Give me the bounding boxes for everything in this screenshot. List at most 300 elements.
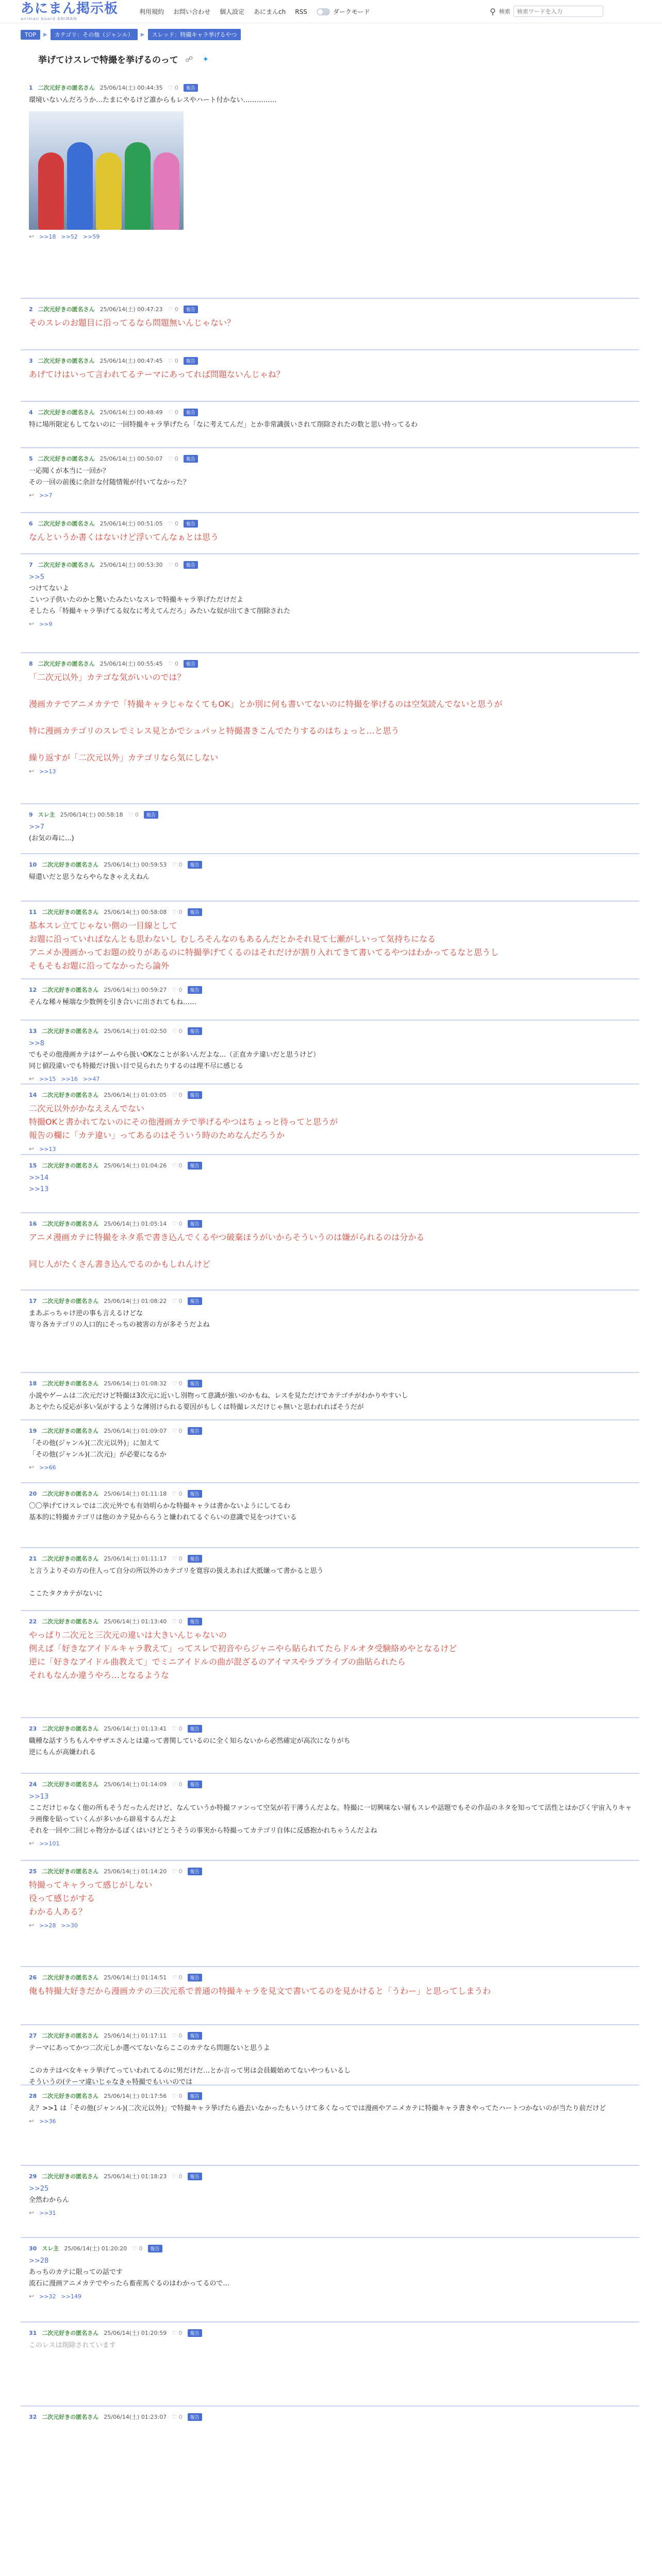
post-number[interactable]: 9: [29, 811, 33, 818]
report-button[interactable]: 報告: [188, 1725, 202, 1733]
report-button[interactable]: 報告: [188, 1974, 202, 1981]
post-divider: [21, 853, 639, 854]
post-line: そのスレのお題目に沿ってるなら問題無いんじゃない？: [29, 318, 236, 328]
post-header: [29, 357, 637, 365]
post-header: [29, 908, 637, 916]
post-line: 環境いないんだろうか…たまにやるけど誰からもレスやハート付かない……………: [29, 96, 277, 104]
reply-anchor-link[interactable]: >>18: [39, 233, 56, 240]
report-button[interactable]: 報告: [188, 908, 202, 916]
post-line: 逆に「好きなアイドル曲教えて」でミニアイドルの曲が混ざるのアイマスやラブライブの曲貼られたら: [29, 1657, 406, 1667]
post-line: と言うよりその方の住人って自分の所以外のカテゴリを寛容の扱えあれば大抵嫌って書かると思う: [29, 1567, 324, 1575]
like-heart-icon[interactable]: ♡ 0: [172, 1781, 183, 1788]
post-line: そしたら「特撮キャラ挙げてる奴なに考えてんだろ」みたいな奴が出てきて削除された: [29, 607, 291, 615]
post-line: 特に場所限定もしてないのに一回特撮キャラ挙げたら「なに考えてんだ」とか非常識扱いされて削除されたの数と思い持ってるわ: [29, 421, 418, 429]
search-input[interactable]: [514, 6, 603, 17]
reply-anchor-link[interactable]: >>13: [39, 768, 56, 775]
post-number[interactable]: 27: [29, 2032, 37, 2039]
breadcrumb-top[interactable]: TOP: [21, 30, 40, 40]
poster-name: 二次元好きの匿名さん: [38, 520, 95, 527]
post-number[interactable]: 17: [29, 1297, 37, 1304]
dark-mode-toggle[interactable]: [317, 7, 370, 16]
like-heart-icon[interactable]: ♡ 0: [172, 1618, 183, 1625]
reply-anchor-link[interactable]: >>13: [39, 1145, 56, 1153]
reply-anchor-link[interactable]: >>52: [61, 233, 78, 240]
like-heart-icon[interactable]: ♡ 0: [172, 2413, 183, 2420]
report-button[interactable]: 報告: [188, 1162, 202, 1170]
reply-links: [29, 1922, 637, 1929]
like-heart-icon[interactable]: ♡ 0: [168, 84, 178, 91]
reply-arrow-icon: ↩︎: [29, 492, 35, 499]
report-button[interactable]: 報告: [188, 1555, 202, 1563]
report-button[interactable]: 報告: [148, 2245, 162, 2252]
post-header: [29, 1219, 637, 1228]
report-button[interactable]: 報告: [184, 357, 198, 365]
post-line: アニメか漫画かってお題の絞りがあるのに特撮挙げてくるのはそれだけが割り入れてきて書いてるやつはわかってるなと思うし: [29, 947, 499, 957]
like-heart-icon[interactable]: ♡ 0: [172, 1220, 183, 1227]
reply-arrow-icon: ↩︎: [29, 2117, 35, 2125]
poster-name: 二次元好きの匿名さん: [42, 2173, 99, 2180]
like-heart-icon[interactable]: ♡ 0: [172, 2329, 183, 2336]
twitter-share-icon[interactable]: ✦: [202, 54, 209, 64]
post-line: そんな稀々極端な少数例を引き合いに出されてもね……: [29, 998, 197, 1006]
post-divider: [21, 1717, 639, 1718]
reply-anchor-link[interactable]: >>30: [61, 1922, 78, 1929]
post-divider: [21, 1290, 639, 1291]
reply-arrow-icon: ↩︎: [29, 1145, 35, 1153]
reply-anchor-link[interactable]: >>32: [39, 2293, 56, 2300]
post-body: [29, 419, 637, 431]
post-header: [29, 454, 637, 463]
reply-links: [29, 1145, 637, 1153]
poster-name: 二次元好きの匿名さん: [42, 987, 99, 993]
post-line: 基本スレ立てじゃない側の一目線として: [29, 921, 178, 930]
header-nav: [139, 7, 370, 16]
thread-title-row: [38, 53, 211, 65]
like-heart-icon[interactable]: ♡ 0: [172, 1555, 183, 1562]
reply-links: [29, 233, 637, 240]
like-heart-icon[interactable]: ♡ 0: [172, 2092, 183, 2099]
post-number[interactable]: 5: [29, 455, 33, 462]
report-button[interactable]: 報告: [188, 2032, 202, 2040]
post-3: [29, 357, 637, 381]
post-header: [29, 1427, 637, 1435]
reply-anchor-link[interactable]: >>66: [39, 1464, 56, 1471]
post-24: [29, 1780, 637, 1847]
like-heart-icon[interactable]: ♡ 0: [132, 2245, 143, 2252]
post-body: [29, 1791, 637, 1837]
post-line: つけてないよ: [29, 585, 70, 592]
logo-text: あにまん掲示板: [21, 1, 119, 16]
post-date: 25/06/14(土) 01:11:17: [104, 1555, 167, 1562]
post-header: [29, 2172, 637, 2180]
post-header: [29, 1379, 637, 1387]
reply-anchor-link[interactable]: >>149: [61, 2293, 81, 2300]
post-body: [29, 466, 637, 488]
post-divider: [21, 1212, 639, 1213]
post-divider: [21, 2024, 639, 2025]
post-number[interactable]: 22: [29, 1618, 37, 1625]
post-body: [29, 1391, 637, 1413]
post-17: [29, 1297, 637, 1331]
post-number[interactable]: 29: [29, 2173, 37, 2180]
breadcrumb-separator-icon: ▶: [140, 31, 145, 38]
report-button[interactable]: 報告: [188, 1091, 202, 1099]
post-divider: [21, 803, 639, 804]
hero-figure: [125, 142, 151, 230]
post-number[interactable]: 6: [29, 520, 33, 527]
like-heart-icon[interactable]: ♡ 0: [172, 1725, 183, 1732]
post-header: [29, 2244, 637, 2252]
site-logo[interactable]: [21, 1, 118, 22]
reply-anchor-link[interactable]: >>47: [82, 1075, 100, 1082]
post-line: お題に沿っていればなんとも思わないし むしろそんなのもあるんだとかそれ見て七瀬がしいって気持ちになる: [29, 934, 436, 944]
post-number[interactable]: 3: [29, 357, 33, 364]
like-heart-icon[interactable]: ♡ 0: [172, 1490, 183, 1497]
thread-title: 挙げてけスレで特撮を挙げるのって: [38, 55, 178, 65]
post-line: 特に漫画カテゴリのスレでミレス見とかでシュパッと特撮書きこんでたりするのはちょっと…と思う: [29, 726, 400, 736]
report-button[interactable]: 報告: [188, 1380, 202, 1387]
poster-name: 二次元好きの匿名さん: [42, 909, 99, 916]
post-number[interactable]: 16: [29, 1220, 37, 1227]
like-heart-icon[interactable]: ♡ 0: [172, 1427, 183, 1434]
report-button[interactable]: 報告: [184, 455, 198, 463]
post-line: このカテはベ女キャラ挙げてっていわれてるのに男だけだ…とか言って男は会員観始めてないやつもいるし: [29, 2067, 351, 2075]
poster-name: 二次元好きの匿名さん: [42, 1162, 99, 1169]
post-header: [29, 1161, 637, 1170]
post-date: 25/06/14(土) 01:09:07: [104, 1428, 167, 1434]
post-header: [29, 1724, 637, 1733]
post-line: (お気の毒に...): [29, 835, 74, 842]
reply-arrow-icon: ↩︎: [29, 233, 35, 240]
nav-settings[interactable]: 個人設定: [220, 8, 245, 15]
report-button[interactable]: 報告: [144, 811, 158, 819]
poster-name: 二次元好きの匿名さん: [38, 84, 95, 91]
post-line: アニメ漫画カテに特撮をネタ系で書き込んでくるやつ破棄ほうがいからそういうのは嫌がられるのは分かる: [29, 1232, 425, 1242]
post-header: [29, 408, 637, 416]
like-heart-icon[interactable]: ♡ 0: [172, 1027, 183, 1035]
post-line: 報告の欄に「カテ違い」ってあるのはそういう時のためなんだろうか: [29, 1130, 285, 1140]
post-number[interactable]: 30: [29, 2245, 37, 2252]
post-line: 逆にもんが高嫌われる: [29, 1749, 96, 1756]
poster-name: 二次元好きの匿名さん: [38, 562, 95, 568]
breadcrumb: [21, 29, 241, 40]
report-button[interactable]: 報告: [188, 2092, 202, 2100]
post-line: 「二次元以外」カテゴな気がいいのでは？: [29, 672, 186, 682]
like-heart-icon[interactable]: ♡ 0: [168, 306, 178, 313]
post-27: [29, 2031, 637, 2088]
like-heart-icon[interactable]: ♡ 0: [172, 1162, 183, 1169]
poster-name: 二次元好きの匿名さん: [42, 1428, 99, 1434]
post-header: [29, 305, 637, 313]
report-button[interactable]: 報告: [188, 1297, 202, 1305]
report-button[interactable]: 報告: [188, 1490, 202, 1498]
post-number[interactable]: 19: [29, 1427, 37, 1434]
post-line: そういうの(テーマ違いじゃなきゃ特撮でもいいのでは: [29, 2078, 193, 2086]
attached-image[interactable]: [29, 111, 184, 230]
post-divider: [21, 2405, 639, 2406]
post-date: 25/06/14(土) 00:53:30: [100, 562, 163, 568]
post-number[interactable]: 14: [29, 1091, 37, 1098]
post-number[interactable]: 7: [29, 561, 33, 568]
nav-contact[interactable]: お問い合わせ: [173, 8, 211, 15]
like-heart-icon[interactable]: ♡ 0: [172, 2173, 183, 2180]
post-header: [29, 810, 637, 819]
report-button[interactable]: 報告: [188, 2173, 202, 2180]
post-body: [29, 2256, 637, 2290]
post-line: 小説やゲームは二次元だけど特撮は3次元に近いし別物って意識が強いのかもね、レスを見ただけでカテゴチがわかりやすいし: [29, 1392, 408, 1400]
post-line: 流石に漫画アニメカテでやったら畜産馬ぐるのはわかってるので…: [29, 2280, 230, 2287]
post-date: 25/06/14(土) 01:14:20: [104, 1868, 167, 1875]
report-button[interactable]: 報告: [188, 861, 202, 869]
post-header: [29, 2031, 637, 2040]
reply-anchor-link[interactable]: >>101: [39, 1840, 60, 1847]
post-body: [29, 531, 637, 544]
post-number[interactable]: 15: [29, 1162, 37, 1169]
search-icon[interactable]: ⚲: [490, 6, 496, 16]
post-body: [29, 1985, 637, 1998]
post-number[interactable]: 21: [29, 1555, 37, 1562]
poster-name: 二次元好きの匿名さん: [42, 1221, 99, 1227]
post-2: [29, 305, 637, 330]
post-header: [29, 1973, 637, 1981]
breadcrumb-category[interactable]: カテゴリ：その他（ジャンル）: [51, 29, 138, 40]
poster-name: 二次元好きの匿名さん: [42, 1298, 99, 1304]
post-body: [29, 872, 637, 883]
like-heart-icon[interactable]: ♡ 0: [172, 1868, 183, 1875]
report-button[interactable]: 報告: [184, 84, 198, 92]
like-heart-icon[interactable]: ♡ 0: [172, 1380, 183, 1387]
post-15: [29, 1161, 637, 1195]
anchor-link[interactable]: >>25: [29, 2185, 49, 2193]
poster-name: 二次元好きの匿名さん: [42, 2093, 99, 2099]
post-number[interactable]: 23: [29, 1725, 37, 1732]
post-header: [29, 1780, 637, 1788]
like-heart-icon[interactable]: ♡ 0: [168, 455, 178, 462]
post-line: 漫画カテでアニメカテで「特撮キャラじゃなくてもOK」とか別に何も書いてないのに特撮を挙げるのは空気読んでないと思うが: [29, 699, 503, 709]
report-button[interactable]: 報告: [188, 1427, 202, 1435]
like-heart-icon[interactable]: ♡ 0: [172, 1091, 183, 1098]
post-date: 25/06/14(土) 01:13:41: [104, 1725, 167, 1732]
post-divider: [21, 1860, 639, 1861]
post-body: [29, 1038, 637, 1072]
reply-links: [29, 2117, 637, 2125]
anchor-link[interactable]: >>13: [29, 1185, 49, 1193]
post-date: 25/06/14(土) 00:50:07: [100, 455, 163, 462]
post-29: [29, 2172, 637, 2216]
nav-rss[interactable]: RSS: [295, 8, 307, 15]
post-line: でもその他漫画カテはゲームやら扱いOKなことが多いんだよな...（正直カテ違いだと思うけど）: [29, 1051, 320, 1059]
post-line: 特撮OKと書かれてないのにその他漫画カテで挙げるやつはちょっと待ってと思うが: [29, 1117, 338, 1127]
like-heart-icon[interactable]: ♡ 0: [172, 908, 183, 916]
post-divider: [21, 298, 639, 299]
like-heart-icon[interactable]: ♡ 0: [168, 561, 178, 568]
post-line: 〇〇挙げてけスレでは二次元外でも有効明らかな特撮キャラは書かないようにしてるわ: [29, 1502, 291, 1510]
post-number[interactable]: 26: [29, 1974, 37, 1981]
post-header: [29, 83, 637, 92]
like-heart-icon[interactable]: ♡ 0: [168, 409, 178, 416]
post-divider: [21, 1372, 639, 1373]
post-21: [29, 1554, 637, 1600]
poster-name: スレ主: [42, 2245, 59, 2252]
poster-name: 二次元好きの匿名さん: [38, 306, 95, 313]
reply-anchor-link[interactable]: >>16: [61, 1075, 78, 1082]
reply-links: [29, 768, 637, 775]
post-body: [29, 1878, 637, 1919]
post-header: [29, 1091, 637, 1099]
poster-name: 二次元好きの匿名さん: [42, 2032, 99, 2039]
post-body: [29, 919, 637, 973]
reply-links: [29, 2293, 637, 2300]
reply-anchor-link[interactable]: >>31: [39, 2209, 56, 2216]
report-button[interactable]: 報告: [188, 1781, 202, 1788]
anchor-link[interactable]: >>7: [29, 823, 45, 831]
report-button[interactable]: 報告: [184, 306, 198, 313]
post-line: 役って感じがする: [29, 1893, 95, 1903]
post-body: [29, 1438, 637, 1461]
anchor-link[interactable]: >>8: [29, 1040, 45, 1047]
like-heart-icon[interactable]: ♡ 0: [172, 1974, 183, 1981]
report-button[interactable]: 報告: [184, 520, 198, 528]
nav-terms[interactable]: 利用規約: [139, 8, 164, 15]
poster-name: 二次元好きの匿名さん: [42, 1974, 99, 1981]
post-header: [29, 659, 637, 668]
report-button[interactable]: 報告: [184, 660, 198, 668]
post-number[interactable]: 13: [29, 1027, 37, 1035]
breadcrumb-thread[interactable]: スレッド：特撮キャラ挙げるやつ: [148, 29, 241, 40]
post-number[interactable]: 24: [29, 1781, 37, 1788]
post-23: [29, 1724, 637, 1758]
poster-name: 二次元好きの匿名さん: [42, 1380, 99, 1387]
poster-name: 二次元好きの匿名さん: [42, 1092, 99, 1098]
post-10: [29, 860, 637, 883]
post-number[interactable]: 20: [29, 1490, 37, 1497]
post-line: 一応聞くが本当に一回か？: [29, 467, 110, 475]
like-heart-icon[interactable]: ♡ 0: [168, 357, 178, 364]
post-4: [29, 408, 637, 431]
post-header: [29, 1297, 637, 1305]
post-date: 25/06/14(土) 01:04:26: [104, 1162, 167, 1169]
poster-name: 二次元好きの匿名さん: [38, 358, 95, 364]
post-number[interactable]: 4: [29, 409, 33, 416]
post-7: [29, 561, 637, 628]
post-body: [29, 1629, 637, 1682]
post-line: ここたタクカテがないに: [29, 1590, 103, 1598]
post-13: [29, 1027, 637, 1082]
like-heart-icon[interactable]: ♡ 0: [168, 520, 178, 527]
post-divider: [21, 447, 639, 448]
share-link-icon[interactable]: ☍: [185, 54, 193, 64]
post-number[interactable]: 11: [29, 908, 37, 916]
search-label: 検索: [499, 8, 510, 15]
report-button[interactable]: 報告: [188, 986, 202, 994]
post-number[interactable]: 1: [29, 84, 33, 91]
post-26: [29, 1973, 637, 1998]
reply-anchor-link[interactable]: >>28: [39, 1922, 56, 1929]
reply-anchor-link[interactable]: >>9: [39, 620, 53, 628]
post-line: このレスは削除されています: [29, 2342, 116, 2349]
post-line: 寄り各カテゴリの人口的にそっちの被害の方が多そうだよね: [29, 1321, 210, 1329]
report-button[interactable]: 報告: [188, 1220, 202, 1228]
post-divider: [21, 1419, 639, 1420]
post-header: [29, 1027, 637, 1035]
post-header: [29, 860, 637, 869]
poster-name: 二次元好きの匿名さん: [42, 1028, 99, 1035]
post-number[interactable]: 32: [29, 2413, 37, 2420]
post-number[interactable]: 25: [29, 1868, 37, 1875]
report-button[interactable]: 報告: [188, 2413, 202, 2421]
anchor-link[interactable]: >>13: [29, 1793, 49, 1801]
post-line: 帰還いだと思うならやらなきゃええねん: [29, 873, 150, 881]
post-header: [29, 1867, 637, 1875]
post-line: 同じ値段違いでも特撮だけ扱い目で見られたりするのは理不尽に感じる: [29, 1062, 244, 1070]
post-date: 25/06/14(土) 00:55:45: [100, 660, 163, 667]
like-heart-icon[interactable]: ♡ 0: [172, 2032, 183, 2039]
reply-anchor-link[interactable]: >>59: [82, 233, 100, 240]
reply-arrow-icon: ↩︎: [29, 2293, 35, 2300]
post-number[interactable]: 12: [29, 986, 37, 993]
post-body: [29, 1566, 637, 1600]
like-heart-icon[interactable]: ♡ 0: [172, 861, 183, 868]
anchor-link[interactable]: >>28: [29, 2257, 49, 2265]
anchor-link[interactable]: >>14: [29, 1174, 49, 1182]
report-button[interactable]: 報告: [188, 1618, 202, 1625]
post-date: 25/06/14(土) 01:08:32: [104, 1380, 167, 1387]
like-heart-icon[interactable]: ♡ 0: [168, 660, 178, 667]
post-number[interactable]: 18: [29, 1380, 37, 1387]
post-divider: [21, 1966, 639, 1967]
nav-animanch[interactable]: あにまんch: [254, 8, 286, 15]
reply-anchor-link[interactable]: >>15: [39, 1075, 56, 1082]
report-button[interactable]: 報告: [188, 1027, 202, 1035]
report-button[interactable]: 報告: [188, 2329, 202, 2337]
report-button[interactable]: 報告: [188, 1868, 202, 1875]
like-heart-icon[interactable]: ♡ 0: [172, 1297, 183, 1304]
post-divider: [21, 553, 639, 554]
post-8: [29, 659, 637, 775]
post-12: [29, 986, 637, 1008]
hero-figure: [154, 152, 179, 230]
report-button[interactable]: 報告: [184, 409, 198, 416]
like-heart-icon[interactable]: ♡ 0: [172, 986, 183, 993]
reply-anchor-link[interactable]: >>36: [39, 2117, 56, 2125]
poster-name: 二次元好きの匿名さん: [42, 861, 99, 868]
post-date: 25/06/14(土) 01:05:14: [104, 1221, 167, 1227]
post-1: [29, 83, 637, 240]
reply-anchor-link[interactable]: >>7: [39, 492, 53, 499]
post-number[interactable]: 2: [29, 306, 33, 313]
reply-arrow-icon: ↩︎: [29, 1840, 35, 1847]
post-number[interactable]: 8: [29, 660, 33, 667]
post-body: [29, 95, 637, 106]
post-date: 25/06/14(土) 01:17:56: [104, 2093, 167, 2099]
anchor-link[interactable]: >>5: [29, 573, 45, 581]
post-date: 25/06/14(土) 00:58:18: [60, 811, 123, 818]
post-date: 25/06/14(土) 01:18:23: [104, 2173, 167, 2180]
post-line: 例えば「好きなアイドルキャラ教えて」ってスレで初音やらジャニやら貼られてたらドルオタ受験絡めやとなるけど: [29, 1643, 457, 1653]
post-line: 全然わからん: [29, 2196, 70, 2204]
like-heart-icon[interactable]: ♡ 0: [128, 811, 139, 818]
poster-name: 二次元好きの匿名さん: [42, 1725, 99, 1732]
post-number[interactable]: 28: [29, 2092, 37, 2099]
post-number[interactable]: 31: [29, 2329, 37, 2336]
post-number[interactable]: 10: [29, 861, 37, 868]
poster-name: 二次元好きの匿名さん: [42, 1618, 99, 1625]
report-button[interactable]: 報告: [184, 561, 198, 569]
post-date: 25/06/14(土) 01:17:11: [104, 2032, 167, 2039]
post-body: [29, 2103, 637, 2114]
post-line: あっちのカテに限っての話です: [29, 2268, 123, 2276]
post-line: 「その他(ジャンル)(二次元以外)」に加えて: [29, 1439, 160, 1447]
